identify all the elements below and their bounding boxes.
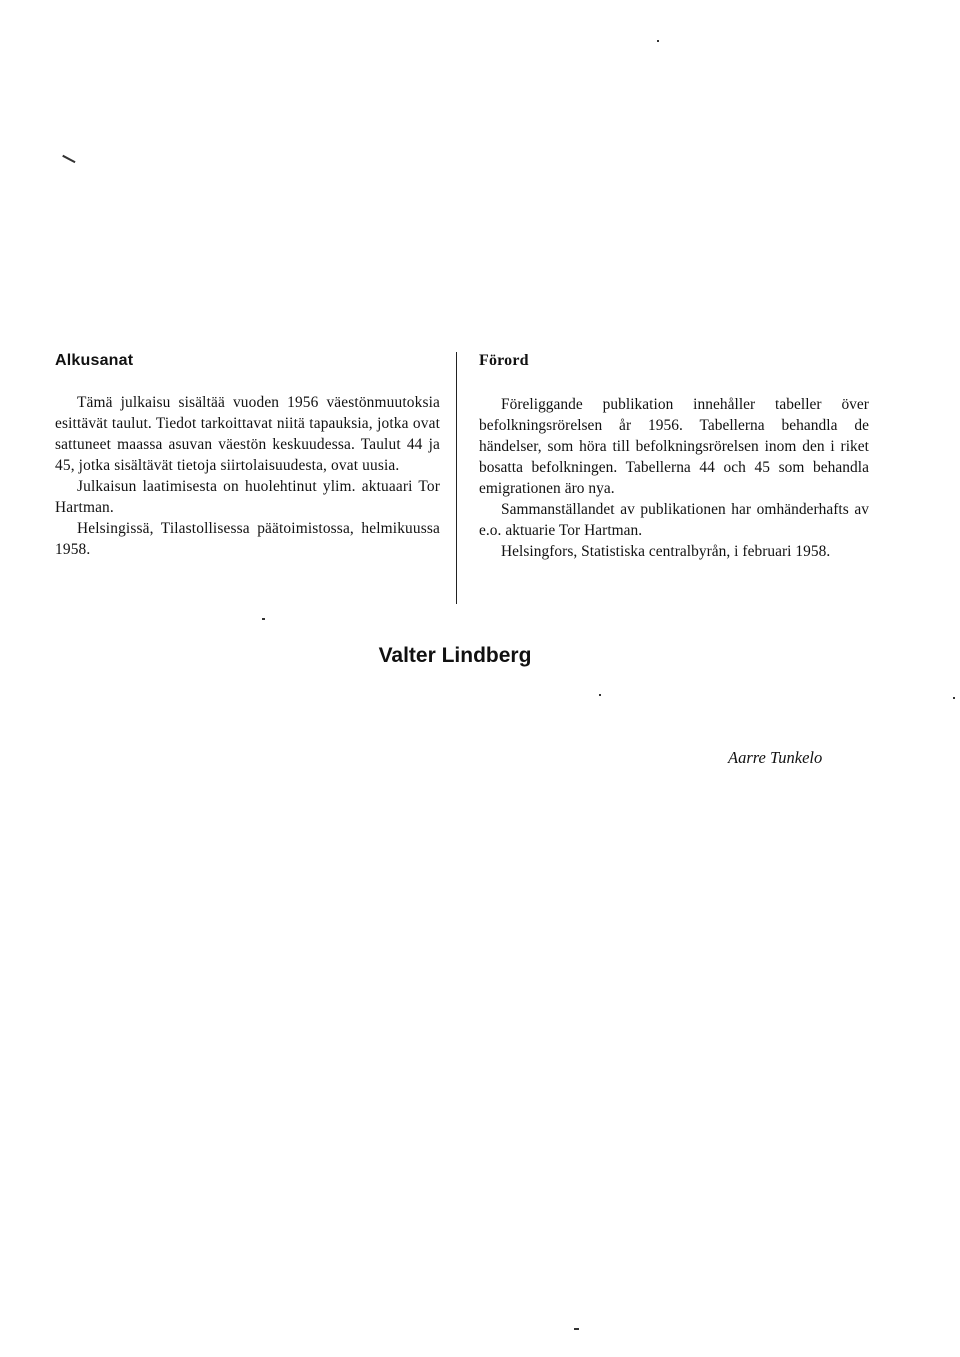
signature-secondary: Aarre Tunkelo — [728, 748, 823, 767]
preface-finnish-heading: Alkusanat — [55, 352, 134, 369]
scan-speck — [657, 40, 659, 42]
preface-finnish-paragraph-3: Helsingissä, Tilastollisessa päätoimistossa, helmikuussa 1958. — [55, 520, 440, 558]
preface-finnish — [55, 352, 440, 560]
signature-primary: Valter Lindberg — [378, 644, 532, 667]
preface-swedish-paragraph-3: Helsingfors, Statistiska centralbyrån, i februari 1958. — [501, 543, 831, 560]
preface-swedish-paragraph-1: Föreliggande publikation innehåller tabeller över befolkningsrörelsen år 1956. Tabellerna behandla de händelser, som höra till befolkningsrörelsen inom den i riket bosatta befolkningen. Tabellerna 44 och 45 som behandla emigrationen äro nya. — [479, 396, 869, 497]
scan-speck — [62, 155, 75, 163]
preface-swedish — [456, 352, 869, 604]
scan-speck — [574, 1328, 579, 1330]
preface-swedish-heading: Förord — [479, 352, 529, 369]
preface-finnish-paragraph-2: Julkaisun laatimisesta on huolehtinut ylim. aktuaari Tor Hartman. — [55, 478, 440, 516]
preface-swedish-paragraph-2: Sammanställandet av publikationen har omhänderhafts av e.o. aktuarie Tor Hartman. — [479, 501, 869, 539]
scan-speck — [953, 697, 955, 699]
scan-speck — [599, 694, 601, 696]
preface-finnish-paragraph-1: Tämä julkaisu sisältää vuoden 1956 väestönmuutoksia esittävät taulut. Tiedot tarkoittavat niitä tapauksia, jotka ovat sattuneet maassa asuvan väestön keskuudessa. Taulut 44 ja 45, jotka sisältävät tietoja siirtolaisuudesta, ovat uusia. — [55, 394, 440, 474]
scan-speck — [262, 618, 265, 620]
